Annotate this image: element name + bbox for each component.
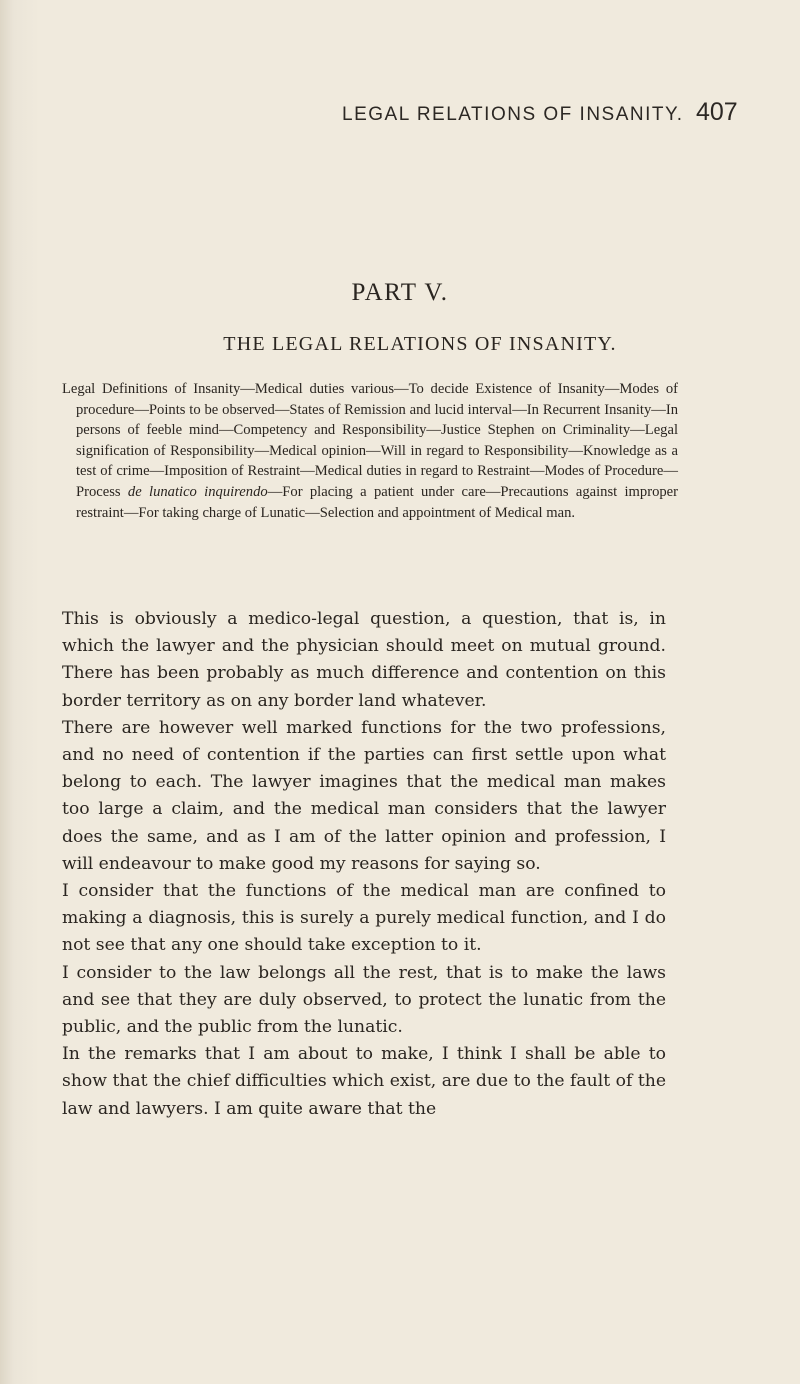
paragraph-1: This is obviously a medico-legal question, a question, that is, in which the lawyer and the physician should meet on mutual ground. There has been probably as much difference and contention on this border territory as on any border land whatever. xyxy=(62,609,666,711)
part-title: PART V. xyxy=(351,279,449,306)
synopsis-text-end: —For placing a patient under care—Precautions against improper restraint—For taking charge of Lunatic—Selection and appointment of Medical man. xyxy=(76,483,678,521)
running-head: LEGAL RELATIONS OF INSANITY. xyxy=(342,104,684,125)
part-subtitle: THE LEGAL RELATIONS OF INSANITY. xyxy=(223,333,617,355)
paragraph-4: I consider to the law belongs all the rest, that is to make the laws and see that they are duly observed, to protect the lunatic from the public, and the public from the lunatic. xyxy=(62,962,666,1038)
paragraph-3: I consider that the functions of the medical man are confined to making a diagnosis, this is surely a purely medical function, and I do not see that any one should take exception to it. xyxy=(62,881,666,956)
body-text xyxy=(62,606,666,1123)
paragraph-2: There are however well marked functions for the two professions, and no need of contention if the parties can first settle upon what belong to each. The lawyer imagines that the medical man makes too large a claim, and the medical man considers that the lawyer does the same, and as I am of the latter opinion and profession, I will endeavour to make good my reasons for saying so. xyxy=(62,717,666,874)
chapter-synopsis xyxy=(62,379,678,523)
page-number: 407 xyxy=(696,98,738,126)
synopsis-text-start: Legal Definitions of Insanity—Medical duties various—To decide Existence of Insanity—Modes of procedure—Points to be observed—States of Remission and lucid interval—In Recurrent Insanity—In persons of feeble mind—Competency and Responsibility—Justice Stephen on Criminality—Legal signification of Responsibility—Medical opinion—Will in regard to Responsibility—Knowledge as a test of crime—Imposition of Restraint—Medical duties in regard to Restraint—Modes of Procedure—Process xyxy=(62,381,678,500)
paragraph-5: In the remarks that I am about to make, I think I shall be able to show that the chief difficulties which exist, are due to the fault of the law and lawyers. I am quite aware that the xyxy=(62,1044,666,1119)
synopsis-italic-term: de lunatico inquirendo xyxy=(127,483,268,500)
